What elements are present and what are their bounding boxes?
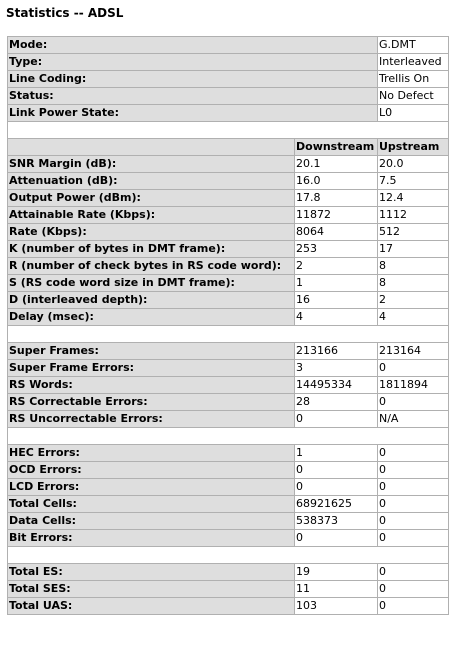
stat-label: Total SES: xyxy=(8,581,295,598)
stat-row xyxy=(8,598,449,615)
downstream-value: 0 xyxy=(295,462,378,479)
downstream-value: 213166 xyxy=(295,343,378,360)
upstream-value: 512 xyxy=(378,224,449,241)
column-header-row xyxy=(8,139,449,156)
info-value: L0 xyxy=(378,105,449,122)
upstream-value: 0 xyxy=(378,462,449,479)
stat-row xyxy=(8,564,449,581)
info-label: Link Power State: xyxy=(8,105,378,122)
stat-row xyxy=(8,479,449,496)
downstream-value: 16.0 xyxy=(295,173,378,190)
info-row xyxy=(8,88,449,105)
downstream-value: 4 xyxy=(295,309,378,326)
upstream-value: 8 xyxy=(378,258,449,275)
upstream-value: 0 xyxy=(378,598,449,615)
section-spacer xyxy=(8,547,449,564)
stats-body xyxy=(8,37,449,615)
info-label: Status: xyxy=(8,88,378,105)
upstream-value: 0 xyxy=(378,360,449,377)
upstream-value: 12.4 xyxy=(378,190,449,207)
downstream-value: 3 xyxy=(295,360,378,377)
downstream-value: 1 xyxy=(295,275,378,292)
section-spacer xyxy=(8,428,449,445)
stat-row xyxy=(8,190,449,207)
upstream-value: 0 xyxy=(378,445,449,462)
spacer-cell xyxy=(8,122,449,139)
downstream-value: 11872 xyxy=(295,207,378,224)
downstream-value: 538373 xyxy=(295,513,378,530)
stat-label: Super Frame Errors: xyxy=(8,360,295,377)
upstream-value: 0 xyxy=(378,496,449,513)
upstream-value: 0 xyxy=(378,394,449,411)
stat-label: Output Power (dBm): xyxy=(8,190,295,207)
stat-label: Total ES: xyxy=(8,564,295,581)
stat-label: LCD Errors: xyxy=(8,479,295,496)
stat-row xyxy=(8,462,449,479)
stat-row xyxy=(8,224,449,241)
stat-label: OCD Errors: xyxy=(8,462,295,479)
stat-label: D (interleaved depth): xyxy=(8,292,295,309)
downstream-value: 68921625 xyxy=(295,496,378,513)
stat-row xyxy=(8,207,449,224)
stat-label: HEC Errors: xyxy=(8,445,295,462)
upstream-value: 2 xyxy=(378,292,449,309)
stat-label: Total UAS: xyxy=(8,598,295,615)
stat-label: Rate (Kbps): xyxy=(8,224,295,241)
stat-row xyxy=(8,309,449,326)
upstream-value: 8 xyxy=(378,275,449,292)
upstream-value: 213164 xyxy=(378,343,449,360)
adsl-stats-table xyxy=(7,36,449,615)
info-label: Line Coding: xyxy=(8,71,378,88)
upstream-value: 0 xyxy=(378,530,449,547)
downstream-value: 0 xyxy=(295,479,378,496)
upstream-value: 4 xyxy=(378,309,449,326)
downstream-value: 253 xyxy=(295,241,378,258)
downstream-value: 103 xyxy=(295,598,378,615)
downstream-header: Downstream xyxy=(295,139,378,156)
downstream-value: 14495334 xyxy=(295,377,378,394)
section-spacer xyxy=(8,326,449,343)
info-value: Interleaved xyxy=(378,54,449,71)
upstream-value: 7.5 xyxy=(378,173,449,190)
info-label: Mode: xyxy=(8,37,378,54)
stat-row xyxy=(8,411,449,428)
stat-row xyxy=(8,156,449,173)
info-row xyxy=(8,54,449,71)
stat-row xyxy=(8,496,449,513)
downstream-value: 2 xyxy=(295,258,378,275)
stat-row xyxy=(8,513,449,530)
stat-row xyxy=(8,394,449,411)
stat-label: Data Cells: xyxy=(8,513,295,530)
downstream-value: 19 xyxy=(295,564,378,581)
stat-row xyxy=(8,241,449,258)
stat-label: Attainable Rate (Kbps): xyxy=(8,207,295,224)
downstream-value: 28 xyxy=(295,394,378,411)
stat-label: S (RS code word size in DMT frame): xyxy=(8,275,295,292)
info-row xyxy=(8,37,449,54)
spacer-cell xyxy=(8,547,449,564)
upstream-value: 0 xyxy=(378,564,449,581)
stat-row xyxy=(8,173,449,190)
stat-row xyxy=(8,275,449,292)
downstream-value: 0 xyxy=(295,411,378,428)
stat-label: Super Frames: xyxy=(8,343,295,360)
upstream-value: N/A xyxy=(378,411,449,428)
spacer-cell xyxy=(8,428,449,445)
upstream-header: Upstream xyxy=(378,139,449,156)
info-value: Trellis On xyxy=(378,71,449,88)
spacer-cell xyxy=(8,326,449,343)
downstream-value: 11 xyxy=(295,581,378,598)
stat-row xyxy=(8,377,449,394)
upstream-value: 1811894 xyxy=(378,377,449,394)
stat-row xyxy=(8,445,449,462)
stat-row xyxy=(8,581,449,598)
info-value: G.DMT xyxy=(378,37,449,54)
upstream-value: 0 xyxy=(378,479,449,496)
info-label: Type: xyxy=(8,54,378,71)
stat-label: K (number of bytes in DMT frame): xyxy=(8,241,295,258)
upstream-value: 1112 xyxy=(378,207,449,224)
downstream-value: 20.1 xyxy=(295,156,378,173)
downstream-value: 0 xyxy=(295,530,378,547)
upstream-value: 17 xyxy=(378,241,449,258)
downstream-value: 16 xyxy=(295,292,378,309)
stat-label: Bit Errors: xyxy=(8,530,295,547)
upstream-value: 0 xyxy=(378,581,449,598)
downstream-value: 17.8 xyxy=(295,190,378,207)
stat-label: RS Uncorrectable Errors: xyxy=(8,411,295,428)
page-title: Statistics -- ADSL xyxy=(6,6,124,20)
stat-label: R (number of check bytes in RS code word): xyxy=(8,258,295,275)
downstream-value: 8064 xyxy=(295,224,378,241)
header-blank xyxy=(8,139,295,156)
stat-label: SNR Margin (dB): xyxy=(8,156,295,173)
downstream-value: 1 xyxy=(295,445,378,462)
stat-row xyxy=(8,343,449,360)
stat-row xyxy=(8,258,449,275)
info-value: No Defect xyxy=(378,88,449,105)
stat-row xyxy=(8,360,449,377)
stat-label: Attenuation (dB): xyxy=(8,173,295,190)
stat-label: RS Correctable Errors: xyxy=(8,394,295,411)
stat-label: Delay (msec): xyxy=(8,309,295,326)
stat-row xyxy=(8,292,449,309)
stat-row xyxy=(8,530,449,547)
upstream-value: 20.0 xyxy=(378,156,449,173)
section-spacer xyxy=(8,122,449,139)
stat-label: Total Cells: xyxy=(8,496,295,513)
info-row xyxy=(8,71,449,88)
upstream-value: 0 xyxy=(378,513,449,530)
info-row xyxy=(8,105,449,122)
stat-label: RS Words: xyxy=(8,377,295,394)
